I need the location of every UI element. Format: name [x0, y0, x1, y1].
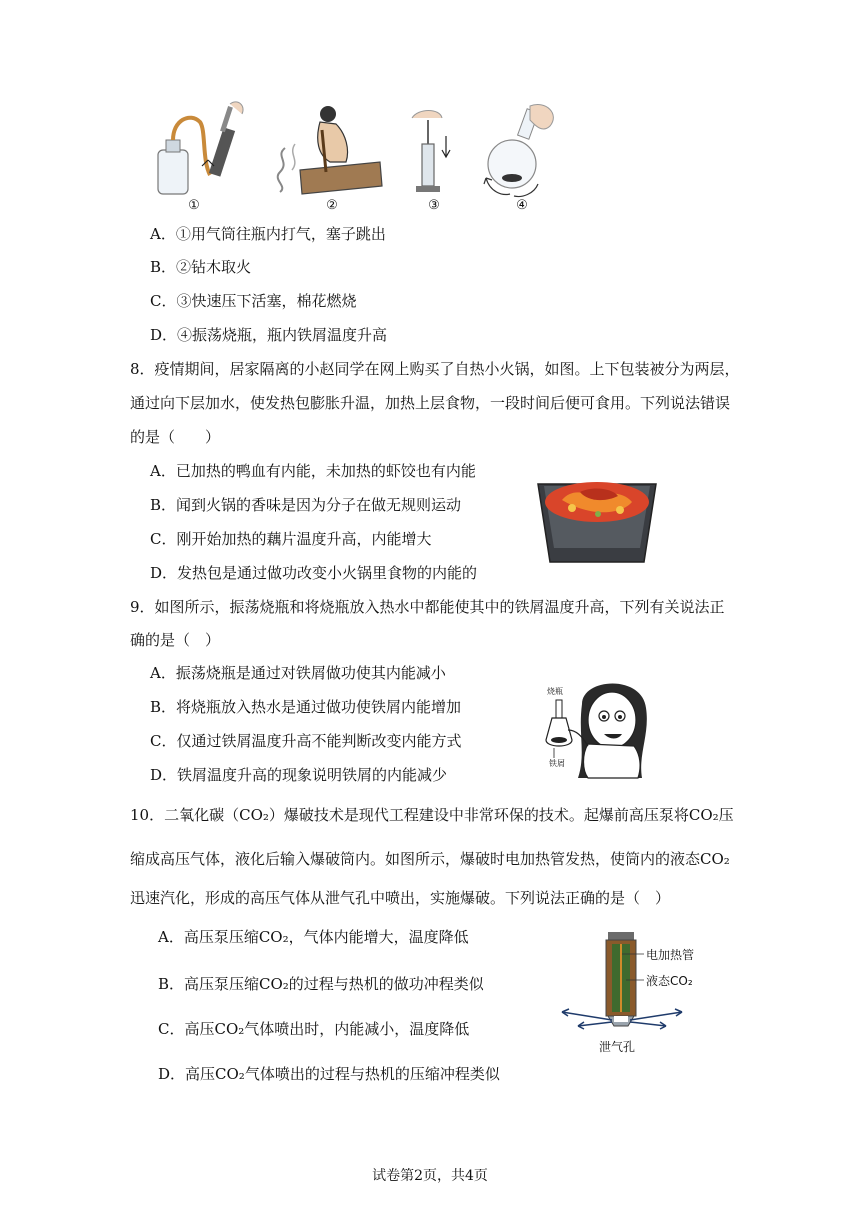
q8-stem-line-3: 的是（ ）: [130, 428, 221, 446]
q7-option-d: D．④振荡烧瓶，瓶内铁屑温度升高: [150, 326, 388, 344]
q10-option-d: D．高压CO₂气体喷出的过程与热机的压缩冲程类似: [158, 1065, 500, 1083]
q10-option-c: C．高压CO₂气体喷出时，内能减小，温度降低: [158, 1020, 470, 1038]
bottle-pump-illustration: [158, 102, 243, 194]
q7-option-c: C．③快速压下活塞，棉花燃烧: [150, 292, 357, 310]
q10-stem-line-1: 10．二氧化碳（CO₂）爆破技术是现代工程建设中非常环保的技术。起爆前高压泵将CO₂压: [130, 806, 734, 824]
figure-label-4: ④: [516, 198, 528, 213]
q9-option-a: A．振荡烧瓶是通过对铁屑做功使其内能减小: [150, 664, 446, 682]
q10-option-b: B．高压泵压缩CO₂的过程与热机的做功冲程类似: [158, 975, 484, 993]
q9-option-d: D．铁屑温度升高的现象说明铁屑的内能减少: [150, 766, 448, 784]
figure-label-2: ②: [326, 198, 338, 213]
q9-stem-line-2: 确的是（ ）: [130, 631, 221, 649]
flask-label: 烧瓶: [547, 687, 563, 696]
q10-option-a: A．高压泵压缩CO₂，气体内能增大，温度降低: [158, 928, 469, 946]
page-footer: 试卷第2页，共4页: [372, 1168, 488, 1184]
liquid-co2-label: 液态CO₂: [646, 974, 693, 988]
hotpot-image: [532, 462, 662, 572]
shaking-flask-illustration: [484, 105, 553, 197]
filings-label: 铁屑: [549, 759, 565, 768]
q9-stem-line-1: 9．如图所示，振荡烧瓶和将烧瓶放入热水中都能使其中的铁屑温度升高，下列有关说法正: [130, 598, 725, 616]
q7-option-a: A．①用气筒往瓶内打气，塞子跳出: [150, 225, 386, 243]
fire-drilling-illustration: [278, 106, 382, 194]
piston-cylinder-illustration: [412, 111, 450, 193]
q8-option-b: B．闻到火锅的香味是因为分子在做无规则运动: [150, 496, 462, 514]
figure-label-1: ①: [188, 198, 200, 213]
figure-label-3: ③: [428, 198, 440, 213]
q7-figure: [150, 100, 570, 220]
q8-option-a: A．已加热的鸭血有内能，未加热的虾饺也有内能: [150, 462, 476, 480]
q10-stem-line-3: 迅速汽化，形成的高压气体从泄气孔中喷出，实施爆破。下列说法正确的是（ ）: [130, 889, 671, 907]
q9-option-b: B．将烧瓶放入热水是通过做功使铁屑内能增加: [150, 698, 462, 716]
q7-option-b: B．②钻木取火: [150, 258, 252, 276]
heater-label: 电加热管: [646, 948, 695, 962]
vent-label: 泄气孔: [599, 1040, 636, 1054]
q9-option-c: C．仅通过铁屑温度升高不能判断改变内能方式: [150, 732, 462, 750]
q8-stem-line-1: 8．疫情期间，居家隔离的小赵同学在网上购买了自热小火锅，如图。上下包装被分为两层，: [130, 360, 740, 378]
q8-stem-line-2: 通过向下层加水，使发热包膨胀升温，加热上层食物，一段时间后便可食用。下列说法错误: [130, 394, 731, 412]
q10-stem-line-2: 缩成高压气体，液化后输入爆破筒内。如图所示，爆破时电加热管发热，使筒内的液态CO₂: [130, 850, 730, 868]
q8-option-c: C．刚开始加热的藕片温度升高，内能增大: [150, 530, 432, 548]
q8-option-d: D．发热包是通过做功改变小火锅里食物的内能的: [150, 564, 478, 582]
q7-illustrations: [150, 100, 570, 200]
